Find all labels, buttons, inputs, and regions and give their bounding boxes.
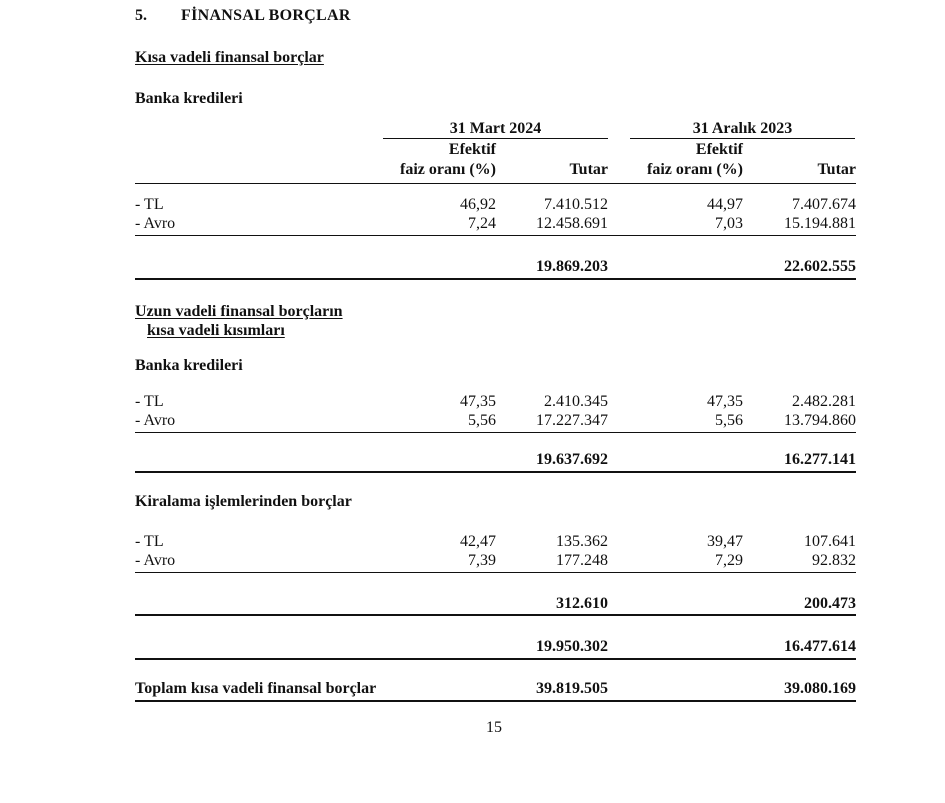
lease-heading: Kiralama işlemlerinden borçlar	[135, 493, 352, 510]
rate-value: 7,24	[468, 215, 496, 232]
grand-total-p2: 39.080.169	[784, 680, 856, 697]
lease-total-p1: 312.610	[556, 595, 608, 612]
rate-header-line1-p1: Efektif	[448, 141, 496, 158]
row-label: - TL	[135, 196, 164, 213]
current-portion-heading-line2: kısa vadeli kısımları	[147, 322, 285, 339]
current-portion-subtotal-p1: 19.950.302	[536, 638, 608, 655]
current-portion-heading-line1: Uzun vadeli finansal borçların	[135, 303, 343, 320]
amount-value: 135.362	[556, 533, 608, 550]
total-rule	[135, 658, 856, 660]
amount-value: 7.407.674	[792, 196, 856, 213]
period1-header: 31 Mart 2024	[449, 120, 542, 137]
rate-value: 46,92	[460, 196, 496, 213]
bank-loans-total-p1: 19.869.203	[536, 258, 608, 275]
period2-header-rule	[630, 138, 855, 139]
header-bottom-rule	[135, 183, 856, 184]
rate-value: 47,35	[460, 393, 496, 410]
period2-header: 31 Aralık 2023	[692, 120, 793, 137]
lt-bank-loans-heading: Banka kredileri	[135, 357, 243, 374]
rate-header-line2-p2: faiz oranı (%)	[647, 161, 743, 178]
bank-loans-total-p2: 22.602.555	[784, 258, 856, 275]
total-rule	[135, 471, 856, 473]
rate-value: 5,56	[715, 412, 743, 429]
total-rule	[135, 614, 856, 616]
subtotal-rule	[135, 432, 856, 433]
rate-value: 7,29	[715, 552, 743, 569]
subtotal-rule	[135, 572, 856, 573]
rate-header-line1-p2: Efektif	[695, 141, 743, 158]
amount-value: 7.410.512	[544, 196, 608, 213]
page-number: 15	[486, 719, 502, 736]
amount-value: 92.832	[812, 552, 856, 569]
row-label: - Avro	[135, 412, 176, 429]
grand-total-label: Toplam kısa vadeli finansal borçlar	[135, 680, 377, 697]
section-number: 5.	[135, 7, 147, 24]
rate-value: 42,47	[460, 533, 496, 550]
row-label: - Avro	[135, 552, 176, 569]
amount-value: 15.194.881	[784, 215, 856, 232]
bank-loans-heading: Banka kredileri	[135, 90, 243, 107]
rate-value: 47,35	[707, 393, 743, 410]
short-term-heading: Kısa vadeli finansal borçlar	[135, 49, 324, 66]
amount-value: 177.248	[556, 552, 608, 569]
rate-header-line2-p1: faiz oranı (%)	[400, 161, 496, 178]
amount-value: 107.641	[804, 533, 856, 550]
grand-total-p1: 39.819.505	[536, 680, 608, 697]
subtotal-rule	[135, 235, 856, 236]
amount-header-p2: Tutar	[817, 161, 856, 178]
lt-bank-loans-total-p1: 19.637.692	[536, 451, 608, 468]
row-label: - TL	[135, 533, 164, 550]
period1-header-rule	[383, 138, 608, 139]
amount-value: 12.458.691	[536, 215, 608, 232]
rate-value: 44,97	[707, 196, 743, 213]
row-label: - TL	[135, 393, 164, 410]
rate-value: 7,39	[468, 552, 496, 569]
lt-bank-loans-total-p2: 16.277.141	[784, 451, 856, 468]
amount-value: 2.482.281	[792, 393, 856, 410]
amount-value: 13.794.860	[784, 412, 856, 429]
rate-value: 5,56	[468, 412, 496, 429]
lease-total-p2: 200.473	[804, 595, 856, 612]
rate-value: 7,03	[715, 215, 743, 232]
grand-total-rule	[135, 700, 856, 702]
total-rule	[135, 278, 856, 280]
current-portion-subtotal-p2: 16.477.614	[784, 638, 856, 655]
row-label: - Avro	[135, 215, 176, 232]
rate-value: 39,47	[707, 533, 743, 550]
amount-header-p1: Tutar	[569, 161, 608, 178]
amount-value: 2.410.345	[544, 393, 608, 410]
section-title: FİNANSAL BORÇLAR	[181, 7, 351, 24]
amount-value: 17.227.347	[536, 412, 608, 429]
